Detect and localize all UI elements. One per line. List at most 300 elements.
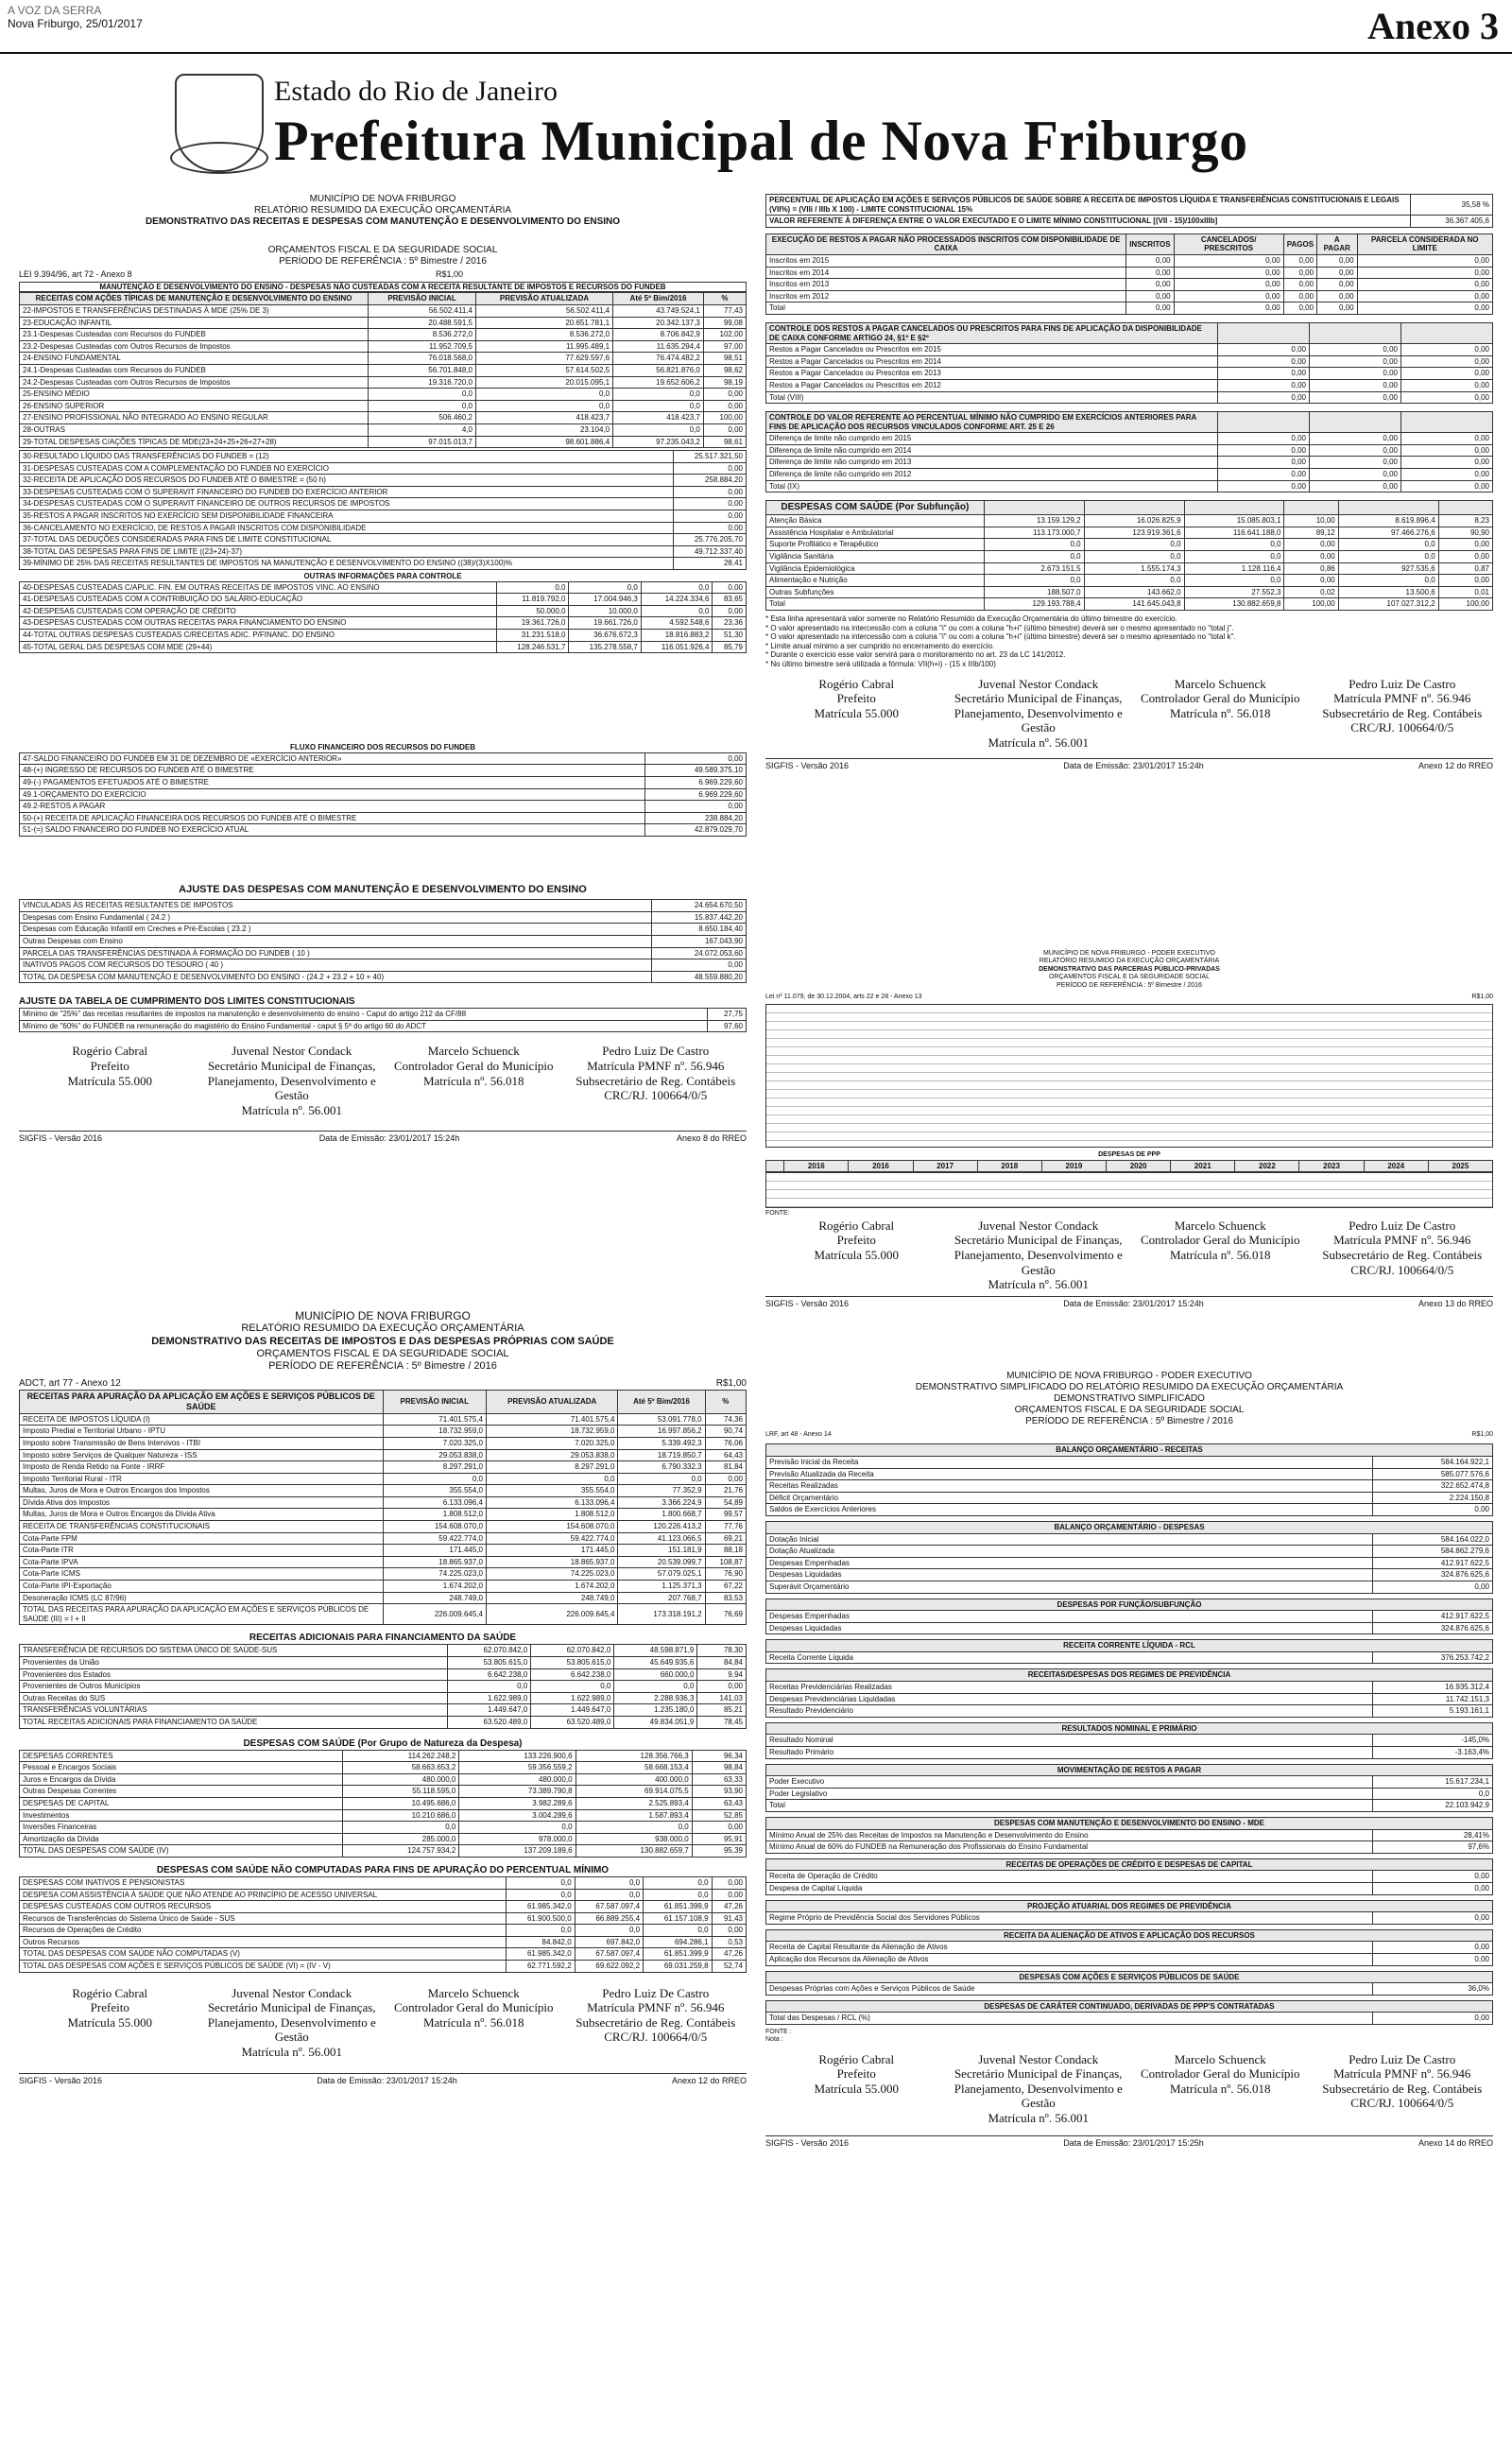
saude-adicionais-table [19,1644,747,1728]
canc-row-label: Restos a Pagar Cancelados ou Prescritos em 2014 [766,355,1218,368]
saude-despesa-row [20,1786,747,1798]
saude-adicional-row-cell: 1.622.989,0 [531,1692,614,1704]
mde-ajuste-row [20,900,747,912]
saude-nao-comp-row-cell: 91,43 [712,1912,746,1925]
saude-nao-comp-row-cell: 0,00 [712,1889,746,1901]
mde-row-cell: 0,00 [703,400,746,412]
sub-row-cell: 0,00 [1438,575,1492,587]
mde-outras-row [20,641,747,653]
signature-block [1312,2052,1494,2126]
signature-name: Pedro Luiz De Castro [1349,1218,1456,1233]
saude-adicional-row-cell: 45.649.935,6 [614,1657,697,1669]
mde-row-cell: 19.652.606,2 [613,376,704,389]
sub-row-cell: 90,90 [1438,527,1492,539]
simp-row [766,1942,1493,1954]
simp-row-value: 16.935.312,4 [1373,1682,1493,1694]
signature-reg: Matrícula 55.000 [814,2081,900,2096]
sub-rows [766,515,1493,611]
saude-despesa-row-cell: 137.209.189,6 [459,1845,576,1858]
simp-row [766,1468,1493,1480]
saude-adicional-row-cell: 49.834.051,9 [614,1716,697,1728]
mde-row-cell: 100,00 [703,412,746,424]
lim-rows [766,433,1493,493]
sub-row-cell: 0,0 [1338,539,1438,551]
sub-row-cell: 1.555.174,3 [1084,562,1184,575]
mde-fundeb-row [20,788,747,801]
saude-nao-comp-row-cell: 47,26 [712,1901,746,1913]
sub-row-cell: 100,00 [1438,598,1492,611]
signature-reg: Subsecretário de Reg. Contábeis [576,2014,736,2030]
simp-section-table [765,1722,1493,1759]
mde-limites-table [19,1008,747,1032]
mde-outras-row-cell: 83,65 [713,594,747,606]
simp-row-value: 0,00 [1373,1912,1493,1925]
saude-row-cell: 248.749,0 [486,1592,618,1604]
mde-row [20,329,747,341]
saude-despesa-row-cell: 480.000,0 [459,1773,576,1786]
mde-limite-row [20,1020,747,1032]
saude-row-cell: Imposto sobre Transmissão de Bens Intervivos - ITBI [20,1437,384,1449]
saude-row-cell: 173.318.191,2 [618,1604,705,1625]
saude-row-cell: 1.808.512,0 [383,1509,486,1521]
saude-cont-emissao: Data de Emissão: 23/01/2017 15:24h [1063,760,1204,770]
canc-row-label: Restos a Pagar Cancelados ou Prescritos em 2015 [766,344,1218,356]
saude-row-cell: 8.297.291,0 [486,1461,618,1474]
prefeitura-title: Prefeitura Municipal de Nova Friburgo [274,110,1248,172]
mde-outras-row-cell: 0,0 [641,605,713,617]
saude-row-cell: RECEITA DE IMPOSTOS LÍQUIDA (I) [20,1413,384,1426]
saude-row [20,1449,747,1461]
simp-row-value: -3.163,4% [1373,1747,1493,1759]
dif-value: 36.367.405,6 [1411,216,1493,228]
mde-ajuste-row-cell: 15.837.442,20 [651,911,746,924]
saude-nao-comp-row-cell: TOTAL DAS DESPESAS COM SAÚDE NÃO COMPUTADAS (V) [20,1948,507,1961]
simp-row-label: Aplicação dos Recursos da Alienação de Ativos [766,1953,1373,1965]
simp-section-header [766,1858,1493,1871]
mde-row [20,389,747,401]
saude-despesa-row-cell: 2.525.893,4 [576,1797,692,1809]
signatures-saude [19,1986,747,2060]
saude-despesa-row-cell: 124.757.934,2 [343,1845,459,1858]
mde-outras-row-cell: 135.278.558,7 [569,641,641,653]
simp-row [766,1983,1493,1996]
simp-section-title: RECEITAS/DESPESAS DOS REGIMES DE PREVIDÊNCIA [766,1669,1493,1682]
saude-despesa-row [20,1809,747,1822]
saude-row-cell: 7.020.325,0 [383,1437,486,1449]
mde-fundeb-row-cell: 49.589.375,10 [645,765,747,777]
rp-row [766,267,1493,279]
saude-adicional-row-cell: 6.642.238,0 [448,1668,531,1681]
simp-section-title: RECEITAS DE OPERAÇÕES DE CRÉDITO E DESPESAS DE CAPITAL [766,1858,1493,1871]
saude-despesa-row-cell: 98,84 [692,1762,746,1774]
simp-row-label: Despesa de Capital Líquida [766,1882,1373,1894]
simp-section-header [766,1722,1493,1735]
signature-role: Prefeito [836,1233,876,1248]
simp-section-header [766,1900,1493,1912]
signature-role: Matrícula PMNF nº. 56.946 [1333,2066,1471,2082]
saude-row-cell: 20.539.099,7 [618,1556,705,1568]
signatures-simp [765,2052,1493,2126]
rp-row-total [766,302,1493,315]
mde-fundeb [20,752,747,836]
saude-row-cell: 69,21 [705,1532,746,1545]
simp-section-table [765,1599,1493,1635]
signature-role: Secretário Municipal de Finanças, [954,2066,1123,2082]
rp-row [766,279,1493,291]
saude-row-cell: 171.445,0 [486,1545,618,1557]
saude-row [20,1556,747,1568]
mde-ajuste-row-cell: TOTAL DA DESPESA COM MANUTENÇÃO E DESENVOLVIMENTO DO ENSINO - (24.2 + 23.2 + 10 + 40) [20,971,652,983]
saude-row-cell: Cota-Parte IPVA [20,1556,384,1568]
saude-row-cell: 41.123.066,5 [618,1532,705,1545]
ppp-year: 2023 [1299,1160,1364,1172]
signatures-saude-cont [765,677,1493,751]
mde-ajuste-row [20,935,747,947]
saude-despesa-row-cell: 69.914.075,5 [576,1786,692,1798]
simp-row-value: 22.103.942,9 [1373,1800,1493,1812]
mde-ajuste-row-cell: 167.043,90 [651,935,746,947]
saude-nao-comp-row-cell: Recursos de Transferências do Sistema Único de Saúde - SUS [20,1912,507,1925]
saude-nao-comp-row-cell: 0,0 [575,1889,643,1901]
signature-name: Marcelo Schuenck [1174,676,1266,691]
saude-row [20,1581,747,1593]
mde-deduction-row-cell: 25.517.321,50 [674,451,747,463]
simp-row [766,1829,1493,1841]
saude-col-prev-atual: PREVISÃO ATUALIZADA [486,1391,618,1414]
saude-despesa-row-cell: 73.389.790,8 [459,1786,576,1798]
signature-name: Marcelo Schuenck [427,1985,520,2000]
canc-row-value: 0,00 [1310,368,1401,380]
saude-nao-comp-row [20,1876,747,1889]
saude-rs: R$1,00 [715,1378,747,1390]
ppp-periodo: PERÍODO DE REFERÊNCIA : 5º Bimestre / 2016 [1057,981,1202,989]
mde-row [20,412,747,424]
saude-despesa-row [20,1750,747,1762]
mde-outras-row-cell: 14.224.334,6 [641,594,713,606]
rp-row-value: 0,00 [1174,267,1283,279]
simp-row [766,1533,1493,1546]
ppp-rs: R$1,00 [1471,993,1493,1000]
mde-deduction-row-cell: 30-RESULTADO LÍQUIDO DAS TRANSFERÊNCIAS DO FUNDEB = (12) [20,451,674,463]
simp-row-label: Saldos de Exercícios Anteriores [766,1504,1373,1516]
canc-row-total-value: 0,00 [1310,391,1401,404]
ppp-year: 2018 [977,1160,1041,1172]
signature-reg2: Matrícula nº. 56.001 [241,1102,343,1117]
mde-row-cell: 97.015.013,7 [369,436,476,448]
saude-adicionais [20,1645,747,1728]
signature-name: Rogério Cabral [72,1985,148,2000]
sub-row-cell: Outras Subfunções [766,586,985,598]
rp-row-total-label: Total [766,302,1126,315]
canc-row-value: 0,00 [1401,368,1493,380]
mde-outras-row-cell: 51,30 [713,630,747,642]
canc-row-total-label: Total (VIII) [766,391,1218,404]
signature-name: Juvenal Nestor Condack [232,1044,352,1059]
simp-rs: R$1,00 [1471,1431,1493,1438]
mde-ajuste-row [20,959,747,972]
sub-row-cell: 129.193.788,4 [984,598,1084,611]
simp-row-label: Receitas Realizadas [766,1480,1373,1493]
lim-row-value: 0,00 [1401,444,1493,457]
simp-row [766,1747,1493,1759]
saude-row-cell: 1.125.371,3 [618,1581,705,1593]
mde-fundeb-row-cell: 49.2-RESTOS A PAGAR [20,801,645,813]
mde-title: DEMONSTRATIVO DAS RECEITAS E DESPESAS COM MANUTENÇÃO E DESENVOLVIMENTO DO ENSINO [145,216,621,227]
mde-fundeb-row-cell: 0,00 [645,801,747,813]
sub-row-cell: 8.619.896,4 [1338,515,1438,527]
signature-role: Matrícula PMNF nº. 56.946 [587,1059,725,1074]
rp-rows [766,254,1493,314]
saude-despesa-row-cell: 285.000,0 [343,1833,459,1845]
simp-section-title: DESPESAS COM AÇÕES E SERVIÇOS PÚBLICOS DE SAÚDE [766,1971,1493,1983]
simp-row [766,2013,1493,2025]
mde-fundeb-row [20,752,747,765]
mde-outras-row-cell: 23,36 [713,617,747,630]
signature-name: Juvenal Nestor Condack [232,1985,352,2000]
saude-adicional-row-cell: 6.642.238,0 [531,1668,614,1681]
canc-row-value: 0,00 [1218,368,1310,380]
rp-row [766,254,1493,267]
saude-nao-comp-row-cell: 61.900.500,0 [507,1912,575,1925]
simp-row [766,1480,1493,1493]
saude-despesa-row-cell: 480.000,0 [343,1773,459,1786]
rp-row-total-value: 0,00 [1174,302,1283,315]
perc-table [765,194,1493,228]
simp-poder: MUNICÍPIO DE NOVA FRIBURGO - PODER EXECUTIVO [1006,1371,1252,1381]
saude-nao-comp-row-cell: 61.157.108,9 [644,1912,712,1925]
simp-section-title: DESPESAS COM MANUTENÇÃO E DESENVOLVIMENTO DO ENSINO - MDE [766,1818,1493,1830]
sub-row-cell: 0,02 [1284,586,1338,598]
saude-adicional-row-cell: 0,0 [531,1681,614,1693]
signature-reg2: CRC/RJ. 100664/0/5 [1350,1262,1454,1277]
saude-despesa-row-cell: 58.668.153,4 [576,1762,692,1774]
saude-row-cell: 76,90 [705,1568,746,1581]
sub-row-cell: 0,00 [1284,551,1338,563]
simp-row [766,1581,1493,1593]
signature-role: Matrícula PMNF nº. 56.946 [587,2000,725,2015]
mde-deduction-row [20,498,747,510]
mde-fundeb-row-cell: 49-(-) PAGAMENTOS EFETUADOS ATÉ O BIMESTRE [20,776,645,788]
mde-rs: R$1,00 [435,269,463,279]
signature-name: Pedro Luiz De Castro [602,1985,710,2000]
ppp-year: 2019 [1041,1160,1106,1172]
saude-nao-comp-title: DESPESAS COM SAÚDE NÃO COMPUTADAS PARA FINS DE APURAÇÃO DO PERCENTUAL MÍNIMO [156,1864,610,1875]
simp-row-label: Dotação Atualizada [766,1546,1373,1558]
saude-report [19,1309,747,2085]
rp-row-label: Inscritos em 2015 [766,254,1126,267]
mde-ajuste-row-cell: PARCELA DAS TRANSFERÊNCIAS DESTINADA À FORMAÇÃO DO FUNDEB ( 10 ) [20,947,652,959]
lim-row [766,457,1493,469]
simp-row [766,1953,1493,1965]
saude-despesa-row-cell: 130.882.659,7 [576,1845,692,1858]
simp-row-value: 0,00 [1373,1504,1493,1516]
simp-section-table [765,1443,1493,1516]
mde-footer [19,1131,747,1144]
signature-role: Secretário Municipal de Finanças, [207,2000,376,2015]
crest-ribbon-icon [170,142,268,174]
mde-deductions [20,451,747,570]
saude-row [20,1426,747,1438]
ppp-footer [765,1296,1493,1309]
simp-emissao: Data de Emissão: 23/01/2017 15:25h [1063,2137,1204,2148]
signature-role: Secretário Municipal de Finanças, [207,1059,376,1074]
canc-row [766,379,1493,391]
saude-nao-comp-row-cell: 61.851.399,9 [644,1901,712,1913]
sub-row-cell: Total [766,598,985,611]
saude-nao-comp-row-cell: 0,0 [507,1925,575,1937]
simp-row-value: 324.876.625,6 [1373,1569,1493,1581]
signature-reg2: CRC/RJ. 100664/0/5 [604,2030,708,2045]
mde-row-cell: 98,61 [703,436,746,448]
simp-row-label: Regime Próprio de Previdência Social dos Servidores Públicos [766,1912,1373,1925]
ppp-year: 2025 [1428,1160,1492,1172]
mde-outras-row-cell: 31.231.518,0 [497,630,569,642]
saude-nao-comp-row-cell: DESPESAS CUSTEADAS COM OUTROS RECURSOS [20,1901,507,1913]
saude-adicional-row [20,1668,747,1681]
simp-row [766,1651,1493,1664]
simp-section-table [765,2000,1493,2025]
saude-nao-comp-row [20,1961,747,1973]
saude-row-cell: 151.181,9 [618,1545,705,1557]
sub-row [766,598,1493,611]
simp-row [766,1504,1493,1516]
saude-despesa-row-cell: 0,0 [459,1822,576,1834]
mde-ajuste-row [20,947,747,959]
saude-despesa-row-cell: 58.663.653,2 [343,1762,459,1774]
simp-row [766,1882,1493,1894]
mde-deduction-row [20,510,747,523]
mde-row-cell: 11.952.709,5 [369,340,476,353]
saude-anexo-foot: Anexo 12 do RREO [671,2075,747,2085]
saude-despesa-row-cell: 95,91 [692,1833,746,1845]
saude-emissao: Data de Emissão: 23/01/2017 15:24h [317,2075,457,2085]
saude-row-cell: 171.445,0 [383,1545,486,1557]
saude-adicional-row-cell: 660.000,0 [614,1668,697,1681]
signature-block [948,2052,1130,2126]
mde-row-cell: 43.749.524,1 [613,304,704,317]
saude-row-cell: Desoneração ICMS (LC 87/96) [20,1592,384,1604]
saude-row-cell: 154.608.070,0 [383,1521,486,1533]
rp-row-value: 0,00 [1317,290,1357,302]
lim-row-total-label: Total (IX) [766,480,1218,493]
sub-row-cell: 89,12 [1284,527,1338,539]
saude-despesa-row-cell: Pessoal e Encargos Sociais [20,1762,343,1774]
saude-nao-comp-row-cell: 697.842,0 [575,1936,643,1948]
mde-row-cell: 98,62 [703,364,746,376]
signature-block [383,1986,565,2060]
simp-row-value: 5.193.161,1 [1373,1705,1493,1718]
signature-block [1129,1218,1312,1292]
lim-row-value: 0,00 [1401,469,1493,481]
mde-row-cell: 418.423,7 [613,412,704,424]
saude-adicional-row-cell: 141,03 [697,1692,747,1704]
perc-value: 35,58 % [1411,195,1493,216]
saude-row-cell: TOTAL DAS RECEITAS PARA APURAÇÃO DA APLICAÇÃO EM AÇÕES E SERVIÇOS PÚBLICOS DE SAÚDE (III) = I + II [20,1604,384,1625]
signature-block [765,2052,948,2126]
simp-sub: DEMONSTRATIVO SIMPLIFICADO [1054,1393,1205,1404]
saude-nao-comp-row-cell: 0,0 [644,1925,712,1937]
ppp-title: DEMONSTRATIVO DAS PARCERIAS PÚBLICO-PRIVADAS [1039,965,1220,973]
simp-anexo-foot: Anexo 14 do RREO [1418,2137,1493,2148]
mde-municipio: MUNICÍPIO DE NOVA FRIBURGO [309,194,456,204]
signature-reg2: Matrícula nº. 56.001 [988,2111,1090,2126]
mde-deduction-row [20,522,747,534]
mde-ajuste-row-cell: 0,00 [651,959,746,972]
mde-sigfis: SIGFIS - Versão 2016 [19,1133,103,1144]
sub-row-cell: Suporte Profilático e Terapêutico [766,539,985,551]
simp-row-value: 97,6% [1373,1841,1493,1854]
saude-despesas-table [19,1750,747,1858]
ppp-report [765,950,1493,1308]
saude-adct: ADCT, art 77 - Anexo 12 [19,1378,121,1390]
saude-adicional-row-cell: Provenientes da União [20,1657,448,1669]
saude-adicional-row-cell: 9,94 [697,1668,747,1681]
signature-reg: Matrícula 55.000 [67,2014,153,2030]
mde-limite-row-cell: Mínimo de "25%" das receitas resultantes de impostos na manutenção e desenvolvimento do ensino - Caput do artigo 212 da CF/88 [20,1009,708,1021]
signature-name: Pedro Luiz De Castro [1349,676,1456,691]
ppp-year: 2017 [913,1160,977,1172]
rp-header-row [766,233,1493,254]
saude-nao-comp-row-cell: Outros Recursos [20,1936,507,1948]
saude-row-cell: 1.674.202,0 [383,1581,486,1593]
simp-section-table [765,1639,1493,1664]
ppp-years [766,1160,1493,1172]
simp-section-title: PROJEÇÃO ATUARIAL DOS REGIMES DE PREVIDÊNCIA [766,1900,1493,1912]
saude-nao-comp-row [20,1889,747,1901]
mde-deduction-row-cell: 36-CANCELAMENTO NO EXERCÍCIO, DE RESTOS A PAGAR INSCRITOS COM DISPONIBILIDADE [20,522,674,534]
note-line: * O valor apresentado na intercessão com a coluna "i" ou com a coluna "h+i" (último bimestre) deverá ser o mesmo apresentado no "total k". [765,632,1236,642]
lim-row-label: Diferença de limite não cumprido em 2015 [766,433,1218,445]
saude-row-cell: 59.422.774,0 [486,1532,618,1545]
signature-name: Rogério Cabral [818,676,895,691]
sub-row-cell: Alimentação e Nutrição [766,575,985,587]
simp-row-label: Total [766,1800,1373,1812]
saude-nao-comp-row-cell: 67.587.097,4 [575,1948,643,1961]
mde-fundeb-row [20,765,747,777]
saude-despesa-row-cell: 63,43 [692,1797,746,1809]
signatures-mde [19,1044,747,1117]
signature-role: Controlador Geral do Município [1140,2066,1300,2082]
sub-row [766,527,1493,539]
saude-row-cell: Multas, Juros de Mora e Outros Encargos dos Impostos [20,1485,384,1497]
mde-row-cell: 20.488.591,5 [369,317,476,329]
canc-row-value: 0,00 [1401,355,1493,368]
saude-despesa-row-cell: Outras Despesas Correntes [20,1786,343,1798]
mde-fundeb-row-cell: 238.884,20 [645,812,747,824]
simp-row [766,1693,1493,1705]
saude-row [20,1437,747,1449]
simp-row [766,1735,1493,1747]
ppp-sigfis: SIGFIS - Versão 2016 [765,1298,850,1308]
simp-row [766,1682,1493,1694]
mde-ajuste-row [20,911,747,924]
mde-row-cell: 23.2-Despesas Custeadas com Outros Recursos de Impostos [20,340,369,353]
signature-block [565,1986,747,2060]
saude-despesa-row [20,1845,747,1858]
mde-row-cell: 56.701.848,0 [369,364,476,376]
signature-role: Prefeito [90,2000,129,2015]
ppp-year-label [766,1160,784,1172]
saude-row-cell: 7.020.325,0 [486,1437,618,1449]
saude-orcamentos: ORÇAMENTOS FISCAL E DA SEGURIDADE SOCIAL [256,1347,509,1359]
mde-section: MANUTENÇÃO E DESENVOLVIMENTO DO ENSINO - DESPESAS NÃO CUSTEADAS COM A RECEITA RESULTANTE DE IMPOSTOS E RECURSOS DO FUNDEB [19,282,747,293]
saude-row-cell: 0,0 [486,1473,618,1485]
simp-row-value: 585.077.576,6 [1373,1468,1493,1480]
signature-block [565,1044,747,1117]
saude-despesa-row [20,1762,747,1774]
mde-row [20,423,747,436]
lim-row-label: Diferença de limite não cumprido em 2013 [766,457,1218,469]
